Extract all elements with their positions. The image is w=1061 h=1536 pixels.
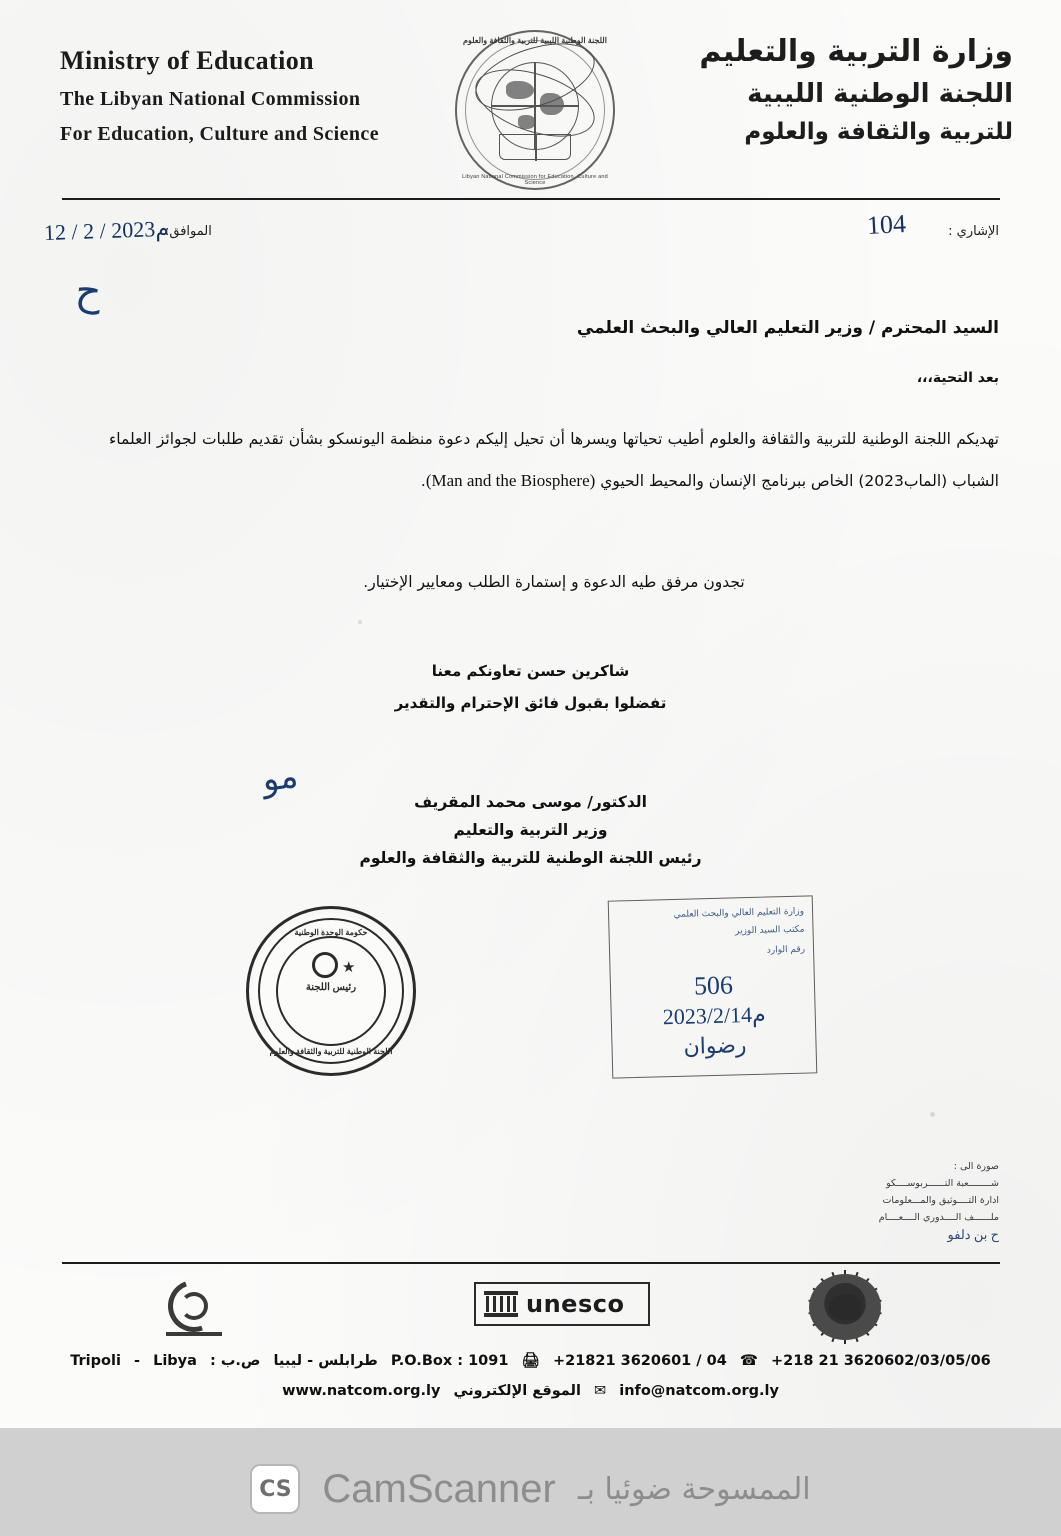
cc-item: شــــــــعبة التــــــربوســــكو <box>886 1178 999 1189</box>
unesco-wordmark: unesco <box>526 1290 625 1318</box>
phone-icon: ☎ <box>739 1353 758 1369</box>
addressee-line: السيد المحترم / وزير التعليم العالي والبحث العلمي <box>576 318 999 338</box>
country-en: Libya <box>153 1353 197 1369</box>
stamp-middle-text: رئيس اللجنة <box>305 982 357 993</box>
commission-scope-en: For Education, Culture and Science <box>60 123 379 145</box>
fax-number: +21821 3620601 / 04 <box>552 1353 727 1369</box>
official-round-stamp <box>246 906 416 1076</box>
signatory-title-1: وزير التربية والتعليم <box>453 821 608 839</box>
greeting-line: بعد التحية،،، <box>916 370 999 386</box>
footer-contact <box>0 1352 1061 1399</box>
footer-line-1 <box>0 1352 1061 1369</box>
letterhead <box>0 24 1061 199</box>
scan-speck <box>358 620 362 624</box>
email-address[interactable]: info@natcom.org.ly <box>619 1383 779 1399</box>
body-paragraph-2: تجدون مرفق طيه الدعوة و إستمارة الطلب ومعايير الإختيار. <box>363 573 745 591</box>
unesco-logo-icon <box>474 1282 650 1326</box>
letterhead-arabic <box>683 34 1013 145</box>
date-value-handwritten: 12 / 2 / 2023م <box>43 215 170 246</box>
stamp-top-text: حكومة الوحدة الوطنية <box>294 928 368 937</box>
cc-item: ادارة التــــوثيق والمـــعلومات <box>882 1195 999 1206</box>
camscanner-brand: CamScanner <box>322 1466 556 1511</box>
ministry-name-en: Ministry of Education <box>60 46 314 75</box>
body-paragraph-1-end: . <box>420 472 426 490</box>
website-url[interactable]: www.natcom.org.ly <box>282 1383 441 1399</box>
camscanner-logo-text: CS <box>259 1476 292 1502</box>
footer-line-2 <box>0 1383 1061 1399</box>
received-number: 506 <box>693 970 734 1001</box>
cc-list <box>769 1158 999 1243</box>
city-en: Tripoli <box>70 1353 121 1369</box>
received-line-2: مكتب السيد الوزير <box>734 924 805 937</box>
letterhead-english <box>60 46 440 146</box>
dash: - <box>134 1353 141 1369</box>
unesco-temple-icon <box>484 1291 518 1317</box>
alecso-logo-icon <box>160 1276 230 1338</box>
header-divider <box>62 198 1000 200</box>
signature-block <box>0 788 1061 872</box>
signatory-name: الدكتور/ موسى محمد المقريف <box>414 793 647 811</box>
star-icon: ★ <box>342 959 356 976</box>
closing-line-2: تفضلوا بقبول فائق الإحترام والتقدير <box>394 694 667 712</box>
phone-number: +218 21 3620602/03/05/06 <box>771 1353 991 1369</box>
reference-label: الإشاري : <box>948 224 999 239</box>
camscanner-logo-icon <box>250 1464 300 1514</box>
body-paragraph-1 <box>109 418 999 502</box>
commission-name-ar: اللجنة الوطنية الليبية <box>747 79 1013 109</box>
cc-item: ملــــــف الــــدوري الــــعــــام <box>878 1212 999 1223</box>
pobox-en: P.O.Box : 1091 <box>390 1353 509 1369</box>
closing-block <box>0 655 1061 719</box>
reference-row <box>0 210 1061 258</box>
commission-scope-ar: للتربية والثقافة والعلوم <box>744 119 1013 145</box>
margin-signature: ح <box>73 267 104 315</box>
footer-logos <box>0 1272 1061 1342</box>
program-name-english: (Man and the Biosphere) <box>425 471 596 490</box>
closing-line-1: شاكرين حسن تعاونكم معنا <box>431 662 630 680</box>
received-stamp <box>608 895 818 1078</box>
received-line-1: وزارة التعليم العالي والبحث العلمي <box>673 906 805 920</box>
received-line-3: رقم الوارد <box>766 944 806 956</box>
isesco-logo-icon <box>809 1274 881 1340</box>
signatory-title-2: رئيس اللجنة الوطنية للتربية والثقافة والعلوم <box>359 849 702 867</box>
cc-initials: ح بن دلفو <box>947 1227 999 1242</box>
received-signature: رضوان <box>683 1032 747 1059</box>
body-paragraph-1-text: تهديكم اللجنة الوطنية للتربية والثقافة والعلوم أطيب تحياتها ويسرها أن تحيل إليكم دعوة منظمة اليونسكو بشأن تقديم طلبات لجوائز العلماء الشباب (الماب2023) الخاص ببرنامج الإنسان والمحيط الحيوي <box>109 430 999 490</box>
camscanner-arabic: الممسوحة ضوئيا بـ <box>577 1471 811 1507</box>
footer-divider <box>62 1262 1000 1264</box>
minister-signature: ﻣﻮ <box>259 757 301 800</box>
camscanner-watermark-bar <box>0 1428 1061 1536</box>
emblem-top-text: اللجنة الوطنية الليبية للتربية والثقافة والعلوم <box>463 36 607 45</box>
reference-number-handwritten: 104 <box>866 209 907 241</box>
stamp-bottom-text: اللجنة الوطنية للتربية والثقافة والعلوم <box>269 1047 393 1056</box>
date-label: الموافق: <box>165 224 212 239</box>
pobox-label-ar: ص.ب : <box>209 1353 261 1369</box>
city-country-ar: طرابلس - ليبيا <box>273 1353 378 1369</box>
national-commission-emblem-icon <box>455 30 615 190</box>
camscanner-watermark <box>0 1456 1061 1522</box>
ministry-name-ar: وزارة التربية والتعليم <box>699 34 1013 69</box>
cc-title: صورة الى : <box>953 1161 999 1172</box>
fax-icon: 🖨 <box>521 1353 540 1369</box>
scan-speck <box>930 1112 935 1117</box>
received-date: 2023/2/14م <box>662 1001 766 1030</box>
email-icon: ✉ <box>594 1383 607 1399</box>
commission-name-en: The Libyan National Commission <box>60 88 361 110</box>
emblem-bottom-text: Libyan National Commission for Education, Culture and Science <box>462 174 608 186</box>
website-label-ar: الموقع الإلكتروني <box>453 1383 581 1399</box>
crescent-icon <box>312 952 338 978</box>
